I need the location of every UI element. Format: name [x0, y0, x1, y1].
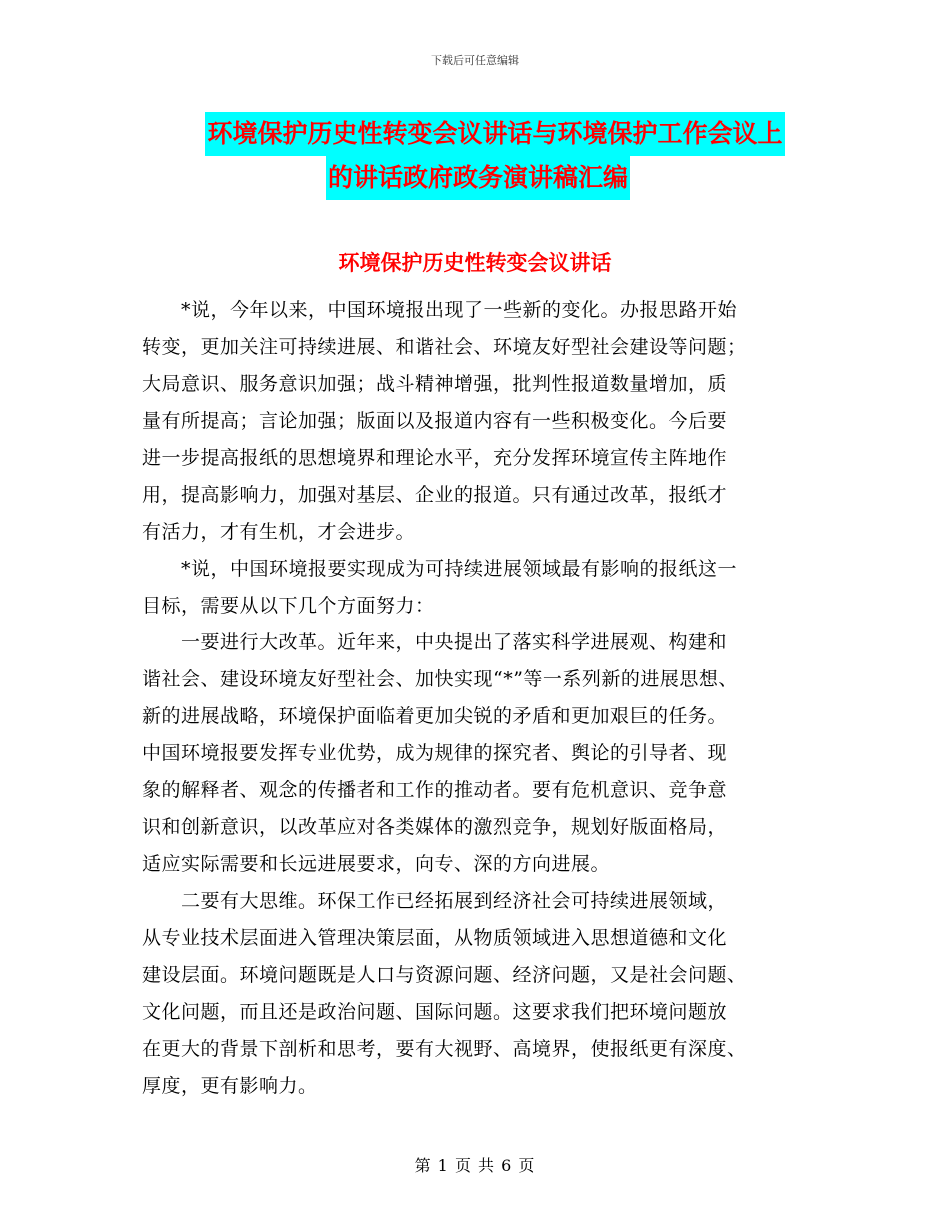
body-line: 一要进行大改革。近年来，中央提出了落实科学进展观、构建和: [142, 631, 728, 653]
body-line: 厚度，更有影响力。: [142, 1075, 318, 1097]
body-line: 文化问题，而且还是政治问题、国际问题。这要求我们把环境问题放: [142, 1001, 728, 1023]
body-line: 目标，需要从以下几个方面努力：: [142, 595, 435, 617]
page-footer-number: 第 1 页 共 6 页: [414, 1156, 536, 1175]
body-line: 中国环境报要发挥专业优势，成为规律的探究者、舆论的引导者、现: [142, 742, 728, 764]
body-line: 谐社会、建设环境友好型社会、加快实现“*”等一系列新的进展思想、: [142, 668, 738, 690]
body-line: 进一步提高报纸的思想境界和理论水平，充分发挥环境宣传主阵地作: [142, 447, 728, 469]
body-line: *说，中国环境报要实现成为可持续进展领域最有影响的报纸这一: [142, 558, 738, 580]
body-line: 在更大的背景下剖析和思考，要有大视野、高境界，使报纸更有深度、: [142, 1038, 747, 1060]
section-title: 环境保护历史性转变会议讲话: [338, 250, 612, 275]
title-line-1: 环境保护历史性转变会议讲话与环境保护工作会议上: [205, 112, 784, 156]
body-line: 建设层面。环境问题既是人口与资源问题、经济问题，又是社会问题、: [142, 964, 747, 986]
body-line: 量有所提高；言论加强；版面以及报道内容有一些积极变化。今后要: [142, 410, 728, 432]
title-line-2: 的讲话政府政务演讲稿汇编: [326, 156, 630, 200]
body-line: 用，提高影响力，加强对基层、企业的报道。只有通过改革，报纸才: [142, 484, 728, 506]
body-line: 适应实际需要和长远进展要求，向专、深的方向进展。: [142, 853, 611, 875]
body-line: 转变，更加关注可持续进展、和谐社会、环境友好型社会建设等问题；: [142, 336, 747, 358]
body-line: 大局意识、服务意识加强；战斗精神增强，批判性报道数量增加，质: [142, 373, 728, 395]
body-line: 二要有大思维。环保工作已经拓展到经济社会可持续进展领域，: [142, 890, 728, 912]
body-line: 象的解释者、观念的传播者和工作的推动者。要有危机意识、竞争意: [142, 779, 728, 801]
document-title: [0, 112, 950, 200]
page-header-note: 下载后可任意编辑: [431, 54, 519, 67]
body-line: 新的进展战略，环境保护面临着更加尖锐的矛盾和更加艰巨的任务。: [142, 705, 728, 727]
body-line: *说，今年以来，中国环境报出现了一些新的变化。办报思路开始: [142, 299, 738, 321]
body-line: 从专业技术层面进入管理决策层面，从物质领域进入思想道德和文化: [142, 927, 728, 949]
body-line: 有活力，才有生机，才会进步。: [142, 521, 416, 543]
body-line: 识和创新意识，以改革应对各类媒体的激烈竞争，规划好版面格局，: [142, 816, 728, 838]
